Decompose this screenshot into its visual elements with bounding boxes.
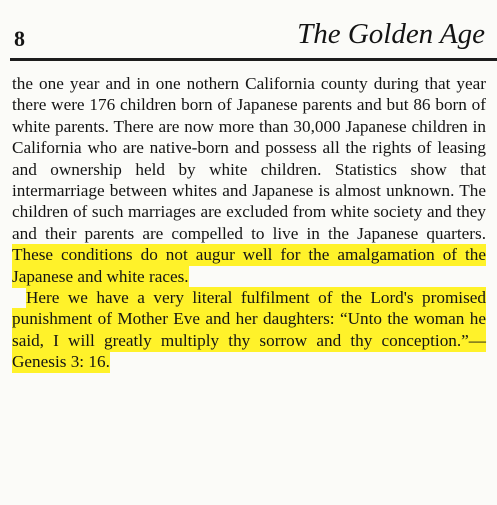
highlighted-passage-1: These conditions do not augur well for the amalgamation of the Japanese and white races. bbox=[12, 245, 486, 286]
paragraph-2 bbox=[12, 287, 486, 373]
paragraph-1-text: the one year and in one nothern California county during that year there were 176 children born of Japanese parents and but 86 born of white parents. There are now more than 30,000 Japanese children in California who are native-born and possess all the rights of leasing and ownership held by white children. Statistics show that intermarriage between whites and Japanese is almost unknown. The children of such marriages are excluded from white society and they and their parents are compelled to live in the Japanese quarters. bbox=[12, 74, 486, 243]
running-title: The Golden Age bbox=[297, 18, 485, 50]
paragraph-1 bbox=[12, 73, 486, 287]
article-body bbox=[12, 73, 486, 373]
highlighted-passage-2: Here we have a very literal fulfilment of the Lord's promised punishment of Mother Eve and her daughters: “Unto the woman he said, I will greatly multiply thy sorrow and thy conception.”—Genesis 3: 16. bbox=[12, 288, 486, 372]
header-rule bbox=[10, 58, 497, 61]
page-number: 8 bbox=[14, 26, 25, 51]
